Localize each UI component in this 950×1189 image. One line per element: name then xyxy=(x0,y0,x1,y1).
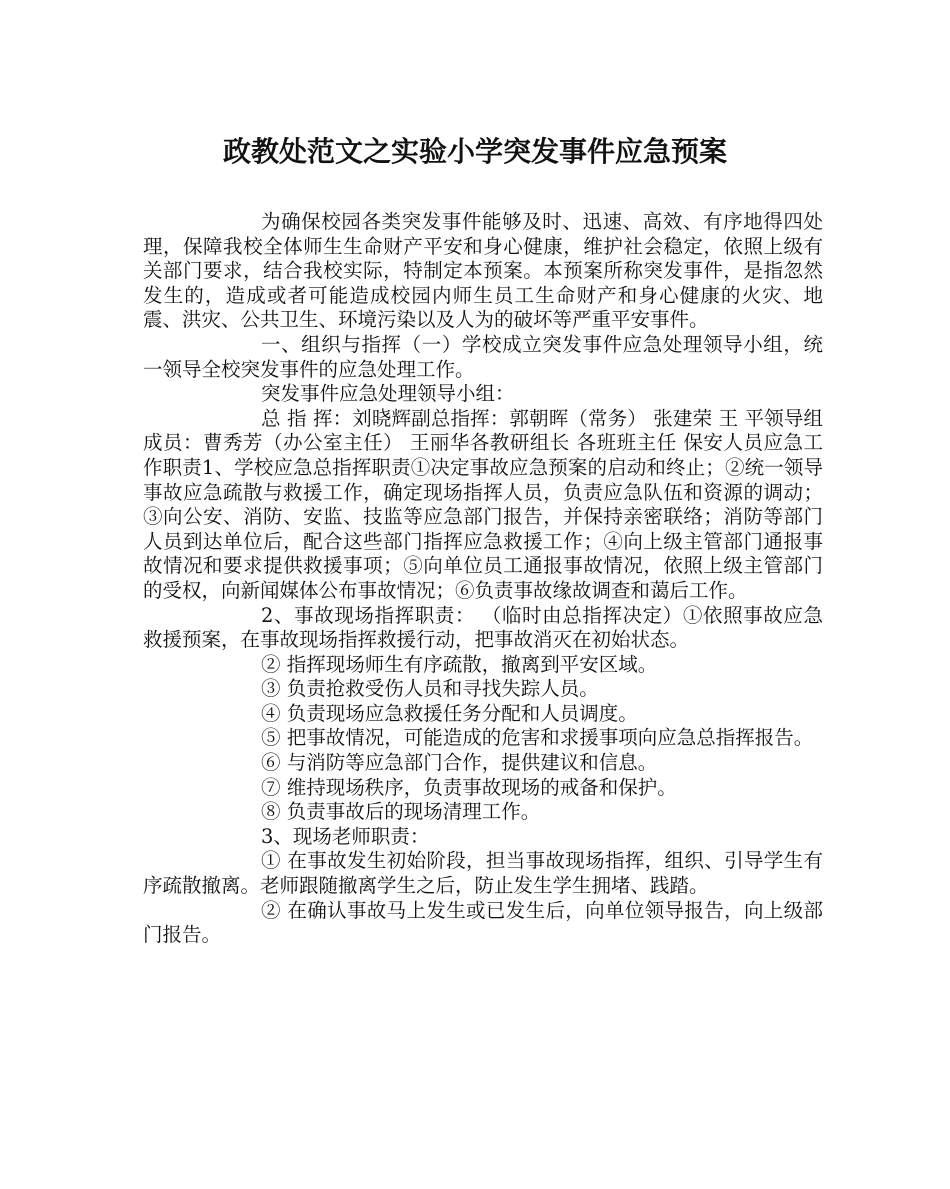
document-title: 政教处范文之实验小学突发事件应急预案 xyxy=(222,135,727,168)
document-body xyxy=(143,210,823,948)
paragraph: ⑦ 维持现场秩序，负责事故现场的戒备和保护。 xyxy=(261,775,677,799)
paragraph: ④ 负责现场应急救援任务分配和人员调度。 xyxy=(261,701,638,725)
paragraph: ① 在事故发生初始阶段，担当事故现场指挥，组织、引导学生有序疏散撤离。老师跟随撤离学生之后，防止发生学生拥堵、践踏。 xyxy=(143,849,823,898)
paragraph: 总 指 挥：刘晓辉副总指挥：郭朝晖（常务） 张建荣 王 平领导组成员：曹秀芳（办公室主任） 王丽华各教研组长 各班班主任 保安人员应急工作职责1、学校应急总指挥职责①决定事故应急预案的启动和终止；②统一领导事故应急疏散与救援工作，确定现场指挥人员，负责应急队伍和资源的调动；③向公安、消防、安监、技监等应急部门报告，并保持亲密联络；消防等部门人员到达单位后，配合这些部门指挥应急救援工作；④向上级主管部门通报事故情况和要求提供救援事项；⑤向单位员工通报事故情况，依照上级主管部门的受权，向新闻媒体公布事故情况；⑥负责事故缘故调查和蔼后工作。 xyxy=(143,406,823,602)
paragraph: 2、事故现场指挥职责： （临时由总指挥决定）①依照事故应急救援预案，在事故现场指挥救援行动，把事故消灭在初始状态。 xyxy=(143,603,823,652)
paragraph: ⑧ 负责事故后的现场清理工作。 xyxy=(261,800,541,824)
paragraph: 一、组织与指挥（一）学校成立突发事件应急处理领导小组，统一领导全校突发事件的应急处理工作。 xyxy=(143,332,823,381)
paragraph: ② 在确认事故马上发生或已发生后，向单位领导报告，向上级部门报告。 xyxy=(143,898,823,947)
paragraph: ③ 负责抢救受伤人员和寻找失踪人员。 xyxy=(261,677,599,701)
paragraph: 突发事件应急处理领导小组： xyxy=(261,382,515,406)
paragraph: ⑥ 与消防等应急部门合作，提供建议和信息。 xyxy=(261,751,658,775)
paragraph: ② 指挥现场师生有序疏散，撤离到平安区域。 xyxy=(261,652,658,676)
paragraph: 为确保校园各类突发事件能够及时、迅速、高效、有序地得四处理，保障我校全体师生生命财产平安和身心健康，维护社会稳定，依照上级有关部门要求，结合我校实际，特制定本预案。本预案所称突发事件，是指忽然发生的，造成或者可能造成校园内师生员工生命财产和身心健康的火灾、地震、洪灾、公共卫生、环境污染以及人为的破坏等严重平安事件。 xyxy=(143,210,823,332)
paragraph: 3、现场老师职责： xyxy=(261,824,430,848)
paragraph: ⑤ 把事故情况，可能造成的危害和求援事项向应急总指挥报告。 xyxy=(261,726,814,750)
